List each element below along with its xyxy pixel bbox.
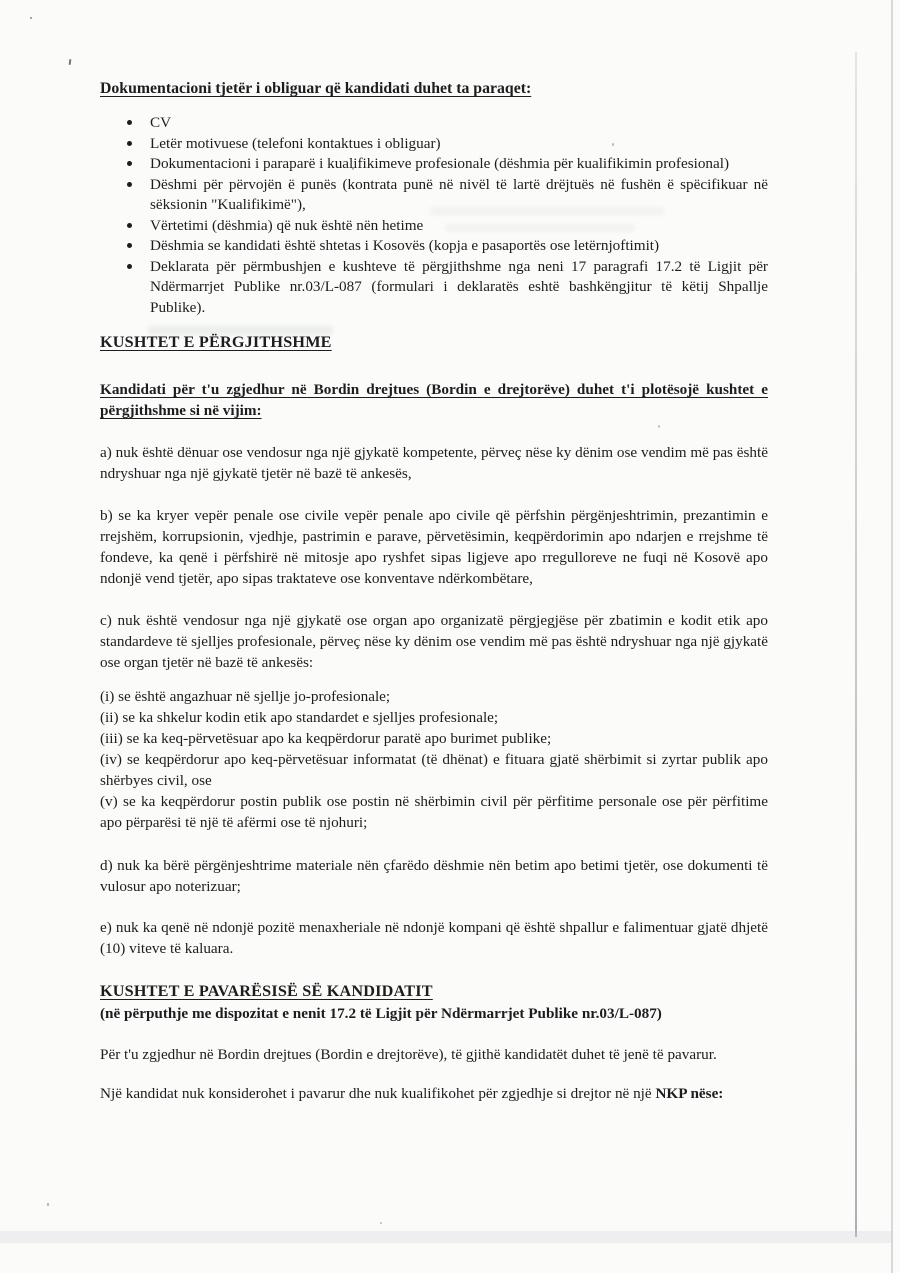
bullet-icon <box>127 264 132 269</box>
paper-speck <box>30 17 32 19</box>
independence-conditions-heading: KUSHTET E PAVARËSISË SË KANDIDATIT <box>100 982 433 1000</box>
general-conditions-heading: KUSHTET E PËRGJITHSHME <box>100 333 332 351</box>
required-documents-heading: Dokumentacioni tjetër i obliguar që kandidati duhet ta paraqet: <box>100 80 532 97</box>
condition-paragraph-d: d) nuk ka bërë përgënjeshtrime materiale nën çfarëdo dëshmie nën betim apo betimi tjetër, ose dokumenti të vulosur apo noterizuar; <box>100 857 768 895</box>
condition-paragraph-a: a) nuk është dënuar ose vendosur nga një gjykatë kompetente, përveç nëse ky dënim ose vendim më pas është ndryshuar nga një gjykatë tjetër në bazë të ankesës, <box>100 444 768 482</box>
required-documents-list <box>100 113 768 318</box>
document-body <box>100 78 768 1104</box>
list-item <box>100 175 768 216</box>
roman-item: (i) se është angazhuar në sjellje jo-profesionale; <box>100 688 391 705</box>
list-item-text: Vërtetimi (dëshmia) që nuk është nën hetime <box>150 216 424 234</box>
independence-paragraph-2-bold: NKP nëse: <box>655 1085 724 1102</box>
list-item <box>100 216 768 237</box>
bullet-icon <box>127 182 132 187</box>
roman-item: (v) se ka keqpërdorur postin publik ose postin në shërbimin civil për përfitime personale ose për përfitime apo përparësi të një të afërmi ose të njohuri; <box>100 793 768 831</box>
paper-speck <box>69 59 72 65</box>
list-item <box>100 236 768 257</box>
list-item <box>100 257 768 319</box>
roman-item: (ii) se ka shkelur kodin etik apo standardet e sjelljes profesionale; <box>100 709 499 726</box>
independence-paragraph-2 <box>100 1083 768 1104</box>
bullet-icon <box>127 243 132 248</box>
list-item-text: Dokumentacioni i paraparë i kualifikimeve profesionale (dëshmia për kualifikimin profesional) <box>150 155 730 172</box>
condition-paragraph-e: e) nuk ka qenë në ndonjë pozitë menaxheriale në ndonjë kompani që është shpallur e falimentuar gjatë dhjetë (10) viteve të kaluara. <box>100 919 768 957</box>
list-item <box>100 134 768 155</box>
bullet-icon <box>127 120 132 125</box>
independence-paragraph-2-text: Një kandidat nuk konsiderohet i pavarur dhe nuk kualifikohet për zgjedhje si drejtor në një <box>100 1085 656 1102</box>
scan-edge-line <box>891 0 893 1273</box>
list-item <box>100 154 768 175</box>
paper-fold-line <box>855 52 857 1237</box>
list-item-text: Dëshmi për përvojën ë punës (kontrata punë në nivël të lartë drëjtuës në fushën ë spëcifikuar në sëksionin "Kualifikimë"), <box>150 175 768 213</box>
independence-conditions-subtitle: (në përputhje me dispozitat e nenit 17.2 të Ligjit për Ndërmarrjet Publike nr.03/L-087) <box>100 1005 662 1022</box>
roman-item: (iv) se keqpërdorur apo keq-përvetësuar informatat (të dhënat) e fituara gjatë shërbimit si zyrtar publik apo shërbyes civil, ose <box>100 751 768 789</box>
list-item-text: CV <box>150 114 172 131</box>
list-item-text: Deklarata për përmbushjen e kushteve të përgjithshme nga neni 17 paragrafi 17.2 të Ligjit për Ndërmarrjet Publike nr.03/L-087 (formulari i deklaratës eshtë bashkëngjitur të këtij Shpallje Publike). <box>150 257 768 316</box>
roman-item: (iii) se ka keq-përvetësuar apo ka keqpërdorur paratë apo burimet publike; <box>100 730 552 747</box>
bullet-icon <box>127 223 132 228</box>
roman-numeral-list <box>100 686 768 833</box>
general-conditions-lead: Kandidati për t'u zgjedhur në Bordin drejtues (Bordin e drejtorëve) duhet t'i plotësojë kushtet e përgjithshme si në vijim: <box>100 381 768 419</box>
bullet-icon <box>127 161 132 166</box>
paper-speck <box>380 1222 382 1224</box>
paper-speck <box>47 1203 49 1206</box>
list-item-text: Letër motivuese (telefoni kontaktues i obliguar) <box>150 134 441 152</box>
condition-paragraph-c: c) nuk është vendosur nga një gjykatë ose organ apo organizatë përgjegjëse për zbatimin e kodit etik apo standardeve të sjelljes profesionale, përveç nëse ky dënim ose vendim më pas është ndryshuar nga një gjykatë ose organ tjetër në bazë të ankesës: <box>100 612 768 671</box>
scan-bottom-shadow <box>0 1231 893 1243</box>
list-item <box>100 113 768 134</box>
independence-paragraph-1: Për t'u zgjedhur në Bordin drejtues (Bordin e drejtorëve), të gjithë kandidatët duhet të jenë të pavarur. <box>100 1046 717 1063</box>
bullet-icon <box>127 141 132 146</box>
list-item-text: Dëshmia se kandidati është shtetas i Kosovës (kopja e pasaportës ose letërnjoftimit) <box>150 237 660 254</box>
condition-paragraph-b: b) se ka kryer vepër penale ose civile vepër penale apo civile që përfshin përgënjeshtrimin, prezantimin e rrejshëm, korrupsionin, vjedhje, pastrimin e parave, përvetësimin, keqpërdorimin apo ndarjen e rrejshme të fondeve, ka qenë i përfshirë në mitosje apo ryshfet sipas ligjeve apo rregulloreve ne fuqi në Kosovë apo ndonjë vend tjetër, apo sipas traktateve ose konventave ndërkombëtare, <box>100 507 768 587</box>
